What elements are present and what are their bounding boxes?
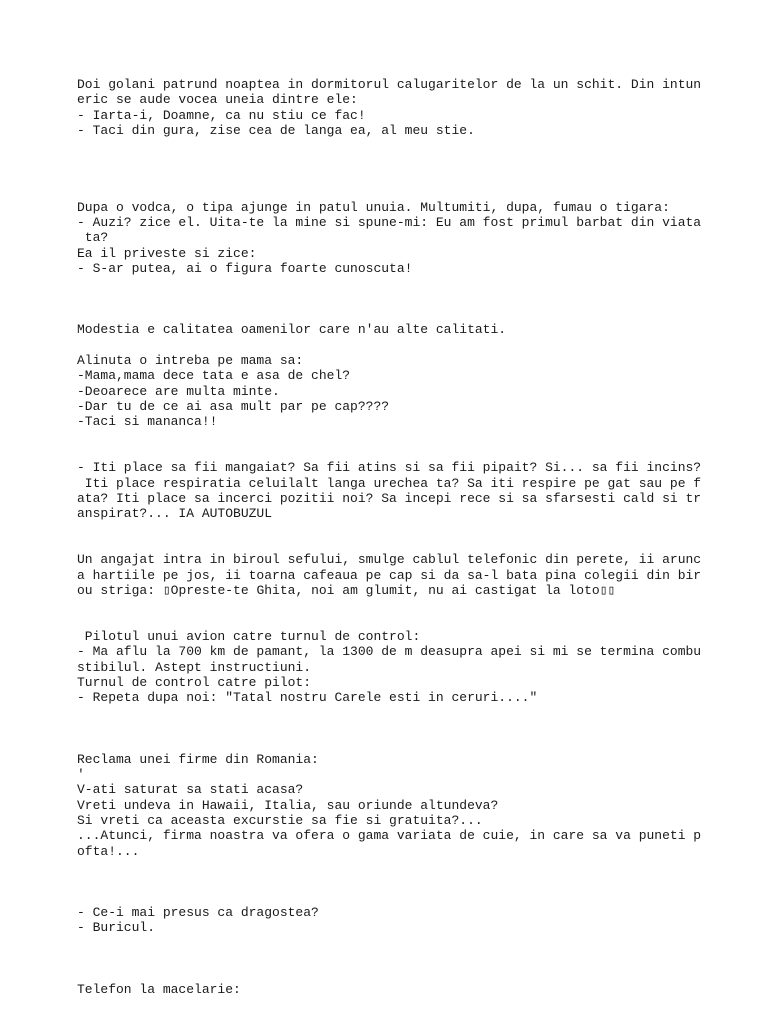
text-line: -Deoarece are multa minte. (77, 384, 280, 399)
text-line: -Dar tu de ce ai asa mult par pe cap???? (77, 399, 390, 414)
text-line: -Taci si mananca!! (77, 414, 218, 429)
text-line: - Taci din gura, zise cea de langa ea, al meu stie. (77, 123, 475, 138)
text-line: eric se aude vocea uneia dintre ele: (77, 92, 358, 107)
text-line: ofta!... (77, 844, 140, 859)
text-line: Dupa o vodca, o tipa ajunge in patul unuia. Multumiti, dupa, fumau o tigara: (77, 200, 670, 215)
text-line: - S-ar putea, ai o figura foarte cunoscuta! (77, 261, 413, 276)
text-line: - Buricul. (77, 920, 156, 935)
text-line: Un angajat intra in biroul sefului, smulge cablul telefonic din perete, ii arunc (77, 552, 702, 567)
text-line: ou striga: ▯Opreste-te Ghita, noi am glumit, nu ai castigat la loto▯▯ (77, 583, 616, 598)
text-line: Doi golani patrund noaptea in dormitorul calugaritelor de la un schit. Din intun (77, 77, 702, 92)
text-line: Modestia e calitatea oamenilor care n'au alte calitati. (77, 322, 507, 337)
text-line: stibilul. Astept instructiuni. (77, 660, 312, 675)
text-line: ata? Iti place sa incerci pozitii noi? Sa incepi rece si sa sfarsesti cald si tr (77, 491, 702, 506)
text-line: Iti place respiratia celuilalt langa urechea ta? Sa iti respire pe gat sau pe f (77, 476, 702, 491)
text-line: - Ma aflu la 700 km de pamant, la 1300 de m deasupra apei si mi se termina combu (77, 644, 702, 659)
text-line: -Mama,mama dece tata e asa de chel? (77, 368, 351, 383)
text-line: ta? (77, 230, 109, 245)
text-line: - Ce-i mai presus ca dragostea? (77, 905, 319, 920)
text-line: Pilotul unui avion catre turnul de control: (77, 629, 421, 644)
text-line: - Auzi? zice el. Uita-te la mine si spune-mi: Eu am fost primul barbat din viata (77, 215, 702, 230)
text-line: Turnul de control catre pilot: (77, 675, 312, 690)
text-line: - Iarta-i, Doamne, ca nu stiu ce fac! (77, 108, 366, 123)
text-line: a hartiile pe jos, ii toarna cafeaua pe cap si da sa-l bata pina colegii din bir (77, 568, 702, 583)
text-line: Vreti undeva in Hawaii, Italia, sau oriunde altundeva? (77, 798, 499, 813)
text-line: Ea il priveste si zice: (77, 246, 257, 261)
text-line: V-ati saturat sa stati acasa? (77, 782, 304, 797)
text-line: Alinuta o intreba pe mama sa: (77, 353, 304, 368)
text-line: - Repeta dupa noi: "Tatal nostru Carele esti in ceruri...." (77, 690, 538, 705)
text-line: anspirat?... IA AUTOBUZUL (77, 506, 273, 521)
text-line: - Iti place sa fii mangaiat? Sa fii atins si sa fii pipait? Si... sa fii incins? (77, 460, 702, 475)
text-line: ...Atunci, firma noastra va ofera o gama variata de cuie, in care sa va puneti p (77, 828, 702, 843)
text-line: Reclama unei firme din Romania: (77, 752, 319, 767)
text-line: Si vreti ca aceasta excurstie sa fie si gratuita?... (77, 813, 483, 828)
text-line: Telefon la macelarie: (77, 982, 241, 997)
text-line: ' (77, 767, 85, 782)
